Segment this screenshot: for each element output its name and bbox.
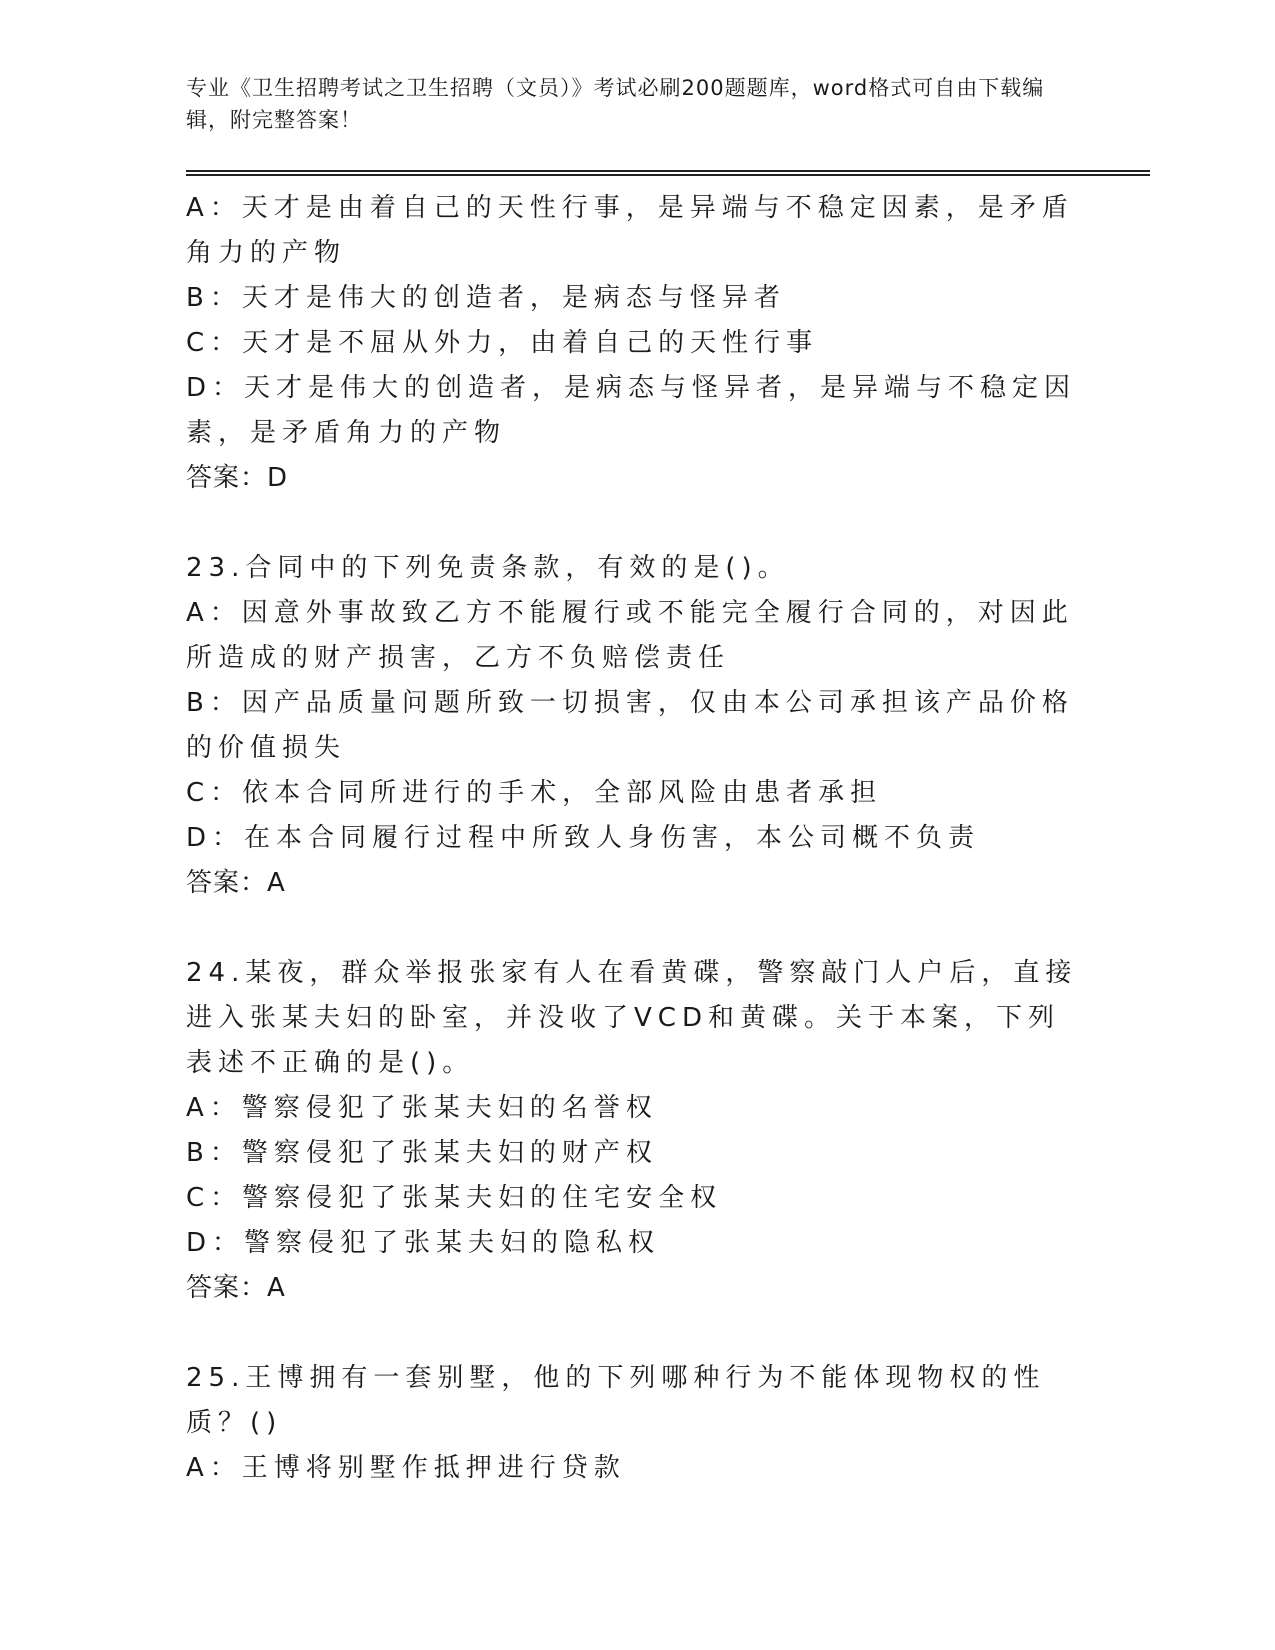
question-block <box>186 186 1086 501</box>
answer-line: 答案：A <box>186 868 286 898</box>
question-text: 24.某夜，群众举报张家有人在看黄碟，警察敲门人户后，直接进入张某夫妇的卧室，并没收了VCD和黄碟。关于本案，下列表述不正确的是()。 <box>186 958 1078 1078</box>
option-d: D：天才是伟大的创造者，是病态与怪异者，是异端与不稳定因素，是矛盾角力的产物 <box>186 373 1077 448</box>
option-a: A：警察侵犯了张某夫妇的名誉权 <box>186 1093 658 1123</box>
answer-line: 答案：A <box>186 1273 286 1303</box>
option-a: A：王博将别墅作抵押进行贷款 <box>186 1453 626 1483</box>
spacer <box>186 1311 1086 1356</box>
question-text: 23.合同中的下列免责条款，有效的是()。 <box>186 553 790 583</box>
question-block <box>186 951 1086 1311</box>
option-c: C：警察侵犯了张某夫妇的住宅安全权 <box>186 1183 723 1213</box>
spacer <box>186 906 1086 951</box>
option-d: D：警察侵犯了张某夫妇的隐私权 <box>186 1228 661 1258</box>
option-d: D：在本合同履行过程中所致人身伤害，本公司概不负责 <box>186 823 981 853</box>
header-divider-upper <box>186 170 1150 172</box>
option-b: B：因产品质量问题所致一切损害，仅由本公司承担该产品价格的价值损失 <box>186 688 1074 763</box>
option-c: C：依本合同所进行的手术，全部风险由患者承担 <box>186 778 883 808</box>
option-a: A：因意外事故致乙方不能履行或不能完全履行合同的，对因此所造成的财产损害，乙方不负赔偿责任 <box>186 598 1074 673</box>
question-block <box>186 1356 1086 1491</box>
answer-line: 答案：D <box>186 463 289 493</box>
question-text: 25.王博拥有一套别墅，他的下列哪种行为不能体现物权的性质？() <box>186 1363 1046 1438</box>
question-block <box>186 546 1086 906</box>
header-divider-lower <box>186 174 1150 176</box>
question-list <box>186 186 1086 1491</box>
option-b: B：天才是伟大的创造者，是病态与怪异者 <box>186 283 786 313</box>
option-a: A：天才是由着自己的天性行事，是异端与不稳定因素，是矛盾角力的产物 <box>186 193 1074 268</box>
document-header: 专业《卫生招聘考试之卫生招聘（文员）》考试必刷200题题库，word格式可自由下载编辑，附完整答案！ <box>186 76 1045 132</box>
option-b: B：警察侵犯了张某夫妇的财产权 <box>186 1138 658 1168</box>
spacer <box>186 501 1086 546</box>
option-c: C：天才是不屈从外力，由着自己的天性行事 <box>186 328 819 358</box>
